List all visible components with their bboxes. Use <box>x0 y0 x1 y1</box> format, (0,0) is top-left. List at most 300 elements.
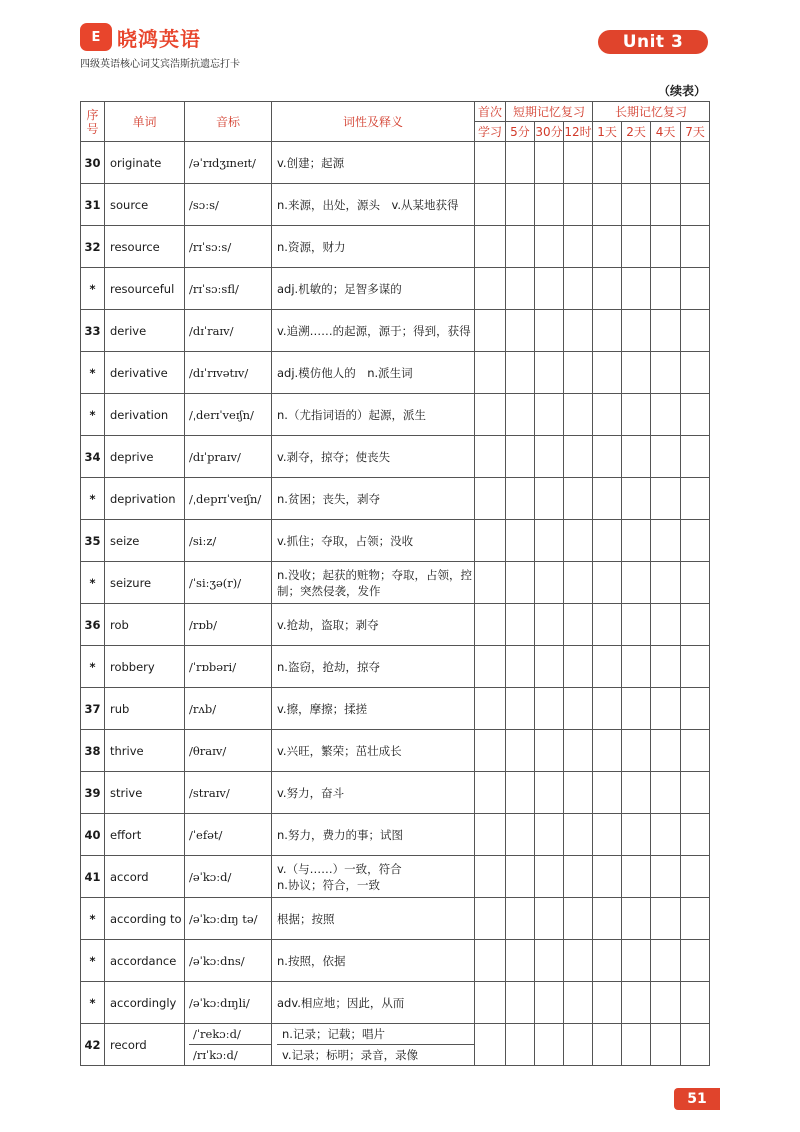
review-checkbox-cell[interactable] <box>475 814 506 856</box>
definition-cell: 根据；按照 <box>272 898 475 940</box>
review-checkbox-cell[interactable] <box>622 856 651 898</box>
review-checkbox-cell[interactable] <box>475 394 506 436</box>
review-checkbox-cell[interactable] <box>593 226 622 268</box>
review-checkbox-cell[interactable] <box>475 1024 506 1066</box>
review-checkbox-cell[interactable] <box>506 604 535 646</box>
review-checkbox-cell[interactable] <box>564 730 593 772</box>
review-checkbox-cell[interactable] <box>593 940 622 982</box>
phonetic-cell: /θraɪv/ <box>185 730 272 772</box>
review-checkbox-cell[interactable] <box>651 814 681 856</box>
review-checkbox-cell[interactable] <box>622 142 651 184</box>
header-first-study-top: 首次 <box>475 102 506 122</box>
header-short-col: 12时 <box>564 122 593 142</box>
table-header <box>81 102 710 142</box>
row-number: 30 <box>81 142 105 184</box>
review-checkbox-cell[interactable] <box>475 982 506 1024</box>
definition-cell: v.剥夺，掠夺；使丧失 <box>272 436 475 478</box>
phonetic-cell: /ˈrɒbəri/ <box>185 646 272 688</box>
review-checkbox-cell[interactable] <box>564 982 593 1024</box>
review-checkbox-cell[interactable] <box>622 814 651 856</box>
review-checkbox-cell[interactable] <box>593 352 622 394</box>
review-checkbox-cell[interactable] <box>535 814 564 856</box>
definition-cell: n.盗窃，抢劫，掠夺 <box>272 646 475 688</box>
review-checkbox-cell[interactable] <box>535 1024 564 1066</box>
review-checkbox-cell[interactable] <box>564 310 593 352</box>
review-checkbox-cell[interactable] <box>564 856 593 898</box>
phonetic-noun: /ˈrekɔːd/ <box>189 1024 271 1045</box>
review-checkbox-cell[interactable] <box>651 982 681 1024</box>
brand-logo <box>80 22 201 52</box>
phonetic-cell: /straɪv/ <box>185 772 272 814</box>
review-checkbox-cell[interactable] <box>593 688 622 730</box>
review-checkbox-cell[interactable] <box>681 310 710 352</box>
review-checkbox-cell[interactable] <box>475 688 506 730</box>
review-checkbox-cell[interactable] <box>564 352 593 394</box>
vocab-row <box>81 562 710 604</box>
word-cell: deprive <box>105 436 185 478</box>
definition-verb: v.记录；标明；录音，录像 <box>282 1048 419 1062</box>
definition-cell: v.擦，摩擦；揉搓 <box>272 688 475 730</box>
review-checkbox-cell[interactable] <box>651 184 681 226</box>
row-number: 32 <box>81 226 105 268</box>
review-checkbox-cell[interactable] <box>506 142 535 184</box>
definition-cell: n.努力，费力的事；试图 <box>272 814 475 856</box>
review-checkbox-cell[interactable] <box>593 478 622 520</box>
review-checkbox-cell[interactable] <box>535 436 564 478</box>
vocab-row <box>81 1024 710 1066</box>
review-checkbox-cell[interactable] <box>593 646 622 688</box>
review-checkbox-cell[interactable] <box>475 562 506 604</box>
review-checkbox-cell[interactable] <box>681 226 710 268</box>
word-cell: accord <box>105 856 185 898</box>
review-checkbox-cell[interactable] <box>475 268 506 310</box>
word-cell: seizure <box>105 562 185 604</box>
review-checkbox-cell[interactable] <box>681 646 710 688</box>
vocab-row <box>81 268 710 310</box>
review-checkbox-cell[interactable] <box>593 772 622 814</box>
review-checkbox-cell[interactable] <box>651 688 681 730</box>
review-checkbox-cell[interactable] <box>593 814 622 856</box>
vocab-row <box>81 520 710 562</box>
review-checkbox-cell[interactable] <box>475 436 506 478</box>
review-checkbox-cell[interactable] <box>535 352 564 394</box>
review-checkbox-cell[interactable] <box>622 520 651 562</box>
review-checkbox-cell[interactable] <box>506 184 535 226</box>
review-checkbox-cell[interactable] <box>622 940 651 982</box>
phonetic-cell: /dɪˈraɪv/ <box>185 310 272 352</box>
vocab-row <box>81 184 710 226</box>
review-checkbox-cell[interactable] <box>681 520 710 562</box>
vocab-row <box>81 226 710 268</box>
phonetic-cell: /ˌderɪˈveɪʃn/ <box>185 394 272 436</box>
review-checkbox-cell[interactable] <box>681 856 710 898</box>
row-number: * <box>81 898 105 940</box>
vocabulary-table <box>80 101 710 1066</box>
review-checkbox-cell[interactable] <box>475 142 506 184</box>
phonetic-cell: /sɔːs/ <box>185 184 272 226</box>
review-checkbox-cell[interactable] <box>681 1024 710 1066</box>
phonetic-cell: /rɪˈsɔːsfl/ <box>185 268 272 310</box>
row-number: 37 <box>81 688 105 730</box>
word-cell: robbery <box>105 646 185 688</box>
review-checkbox-cell[interactable] <box>535 310 564 352</box>
review-checkbox-cell[interactable] <box>506 268 535 310</box>
phonetic-cell: /əˈkɔːd/ <box>185 856 272 898</box>
review-checkbox-cell[interactable] <box>564 688 593 730</box>
review-checkbox-cell[interactable] <box>506 688 535 730</box>
review-checkbox-cell[interactable] <box>622 898 651 940</box>
word-cell: seize <box>105 520 185 562</box>
brand-name: 晓鸿英语 <box>117 26 201 51</box>
review-checkbox-cell[interactable] <box>622 772 651 814</box>
review-checkbox-cell[interactable] <box>681 898 710 940</box>
review-checkbox-cell[interactable] <box>681 604 710 646</box>
page-number: 51 <box>674 1088 720 1110</box>
review-checkbox-cell[interactable] <box>475 478 506 520</box>
review-checkbox-cell[interactable] <box>593 604 622 646</box>
phonetic-cell: /ˈsiːʒə(r)/ <box>185 562 272 604</box>
review-checkbox-cell[interactable] <box>475 310 506 352</box>
vocab-row <box>81 310 710 352</box>
review-checkbox-cell[interactable] <box>506 352 535 394</box>
row-number: * <box>81 352 105 394</box>
review-checkbox-cell[interactable] <box>593 562 622 604</box>
word-cell: accordance <box>105 940 185 982</box>
header-first-study-bottom: 学习 <box>475 122 506 142</box>
review-checkbox-cell[interactable] <box>535 730 564 772</box>
review-checkbox-cell[interactable] <box>651 478 681 520</box>
review-checkbox-cell[interactable] <box>535 142 564 184</box>
definition-cell: adv.相应地；因此，从而 <box>272 982 475 1024</box>
review-checkbox-cell[interactable] <box>651 520 681 562</box>
vocab-row <box>81 604 710 646</box>
review-checkbox-cell[interactable] <box>535 646 564 688</box>
phonetic-cell: /əˈkɔːdɪŋli/ <box>185 982 272 1024</box>
vocab-row <box>81 478 710 520</box>
review-checkbox-cell[interactable] <box>475 730 506 772</box>
review-checkbox-cell[interactable] <box>564 478 593 520</box>
review-checkbox-cell[interactable] <box>535 562 564 604</box>
review-checkbox-cell[interactable] <box>475 520 506 562</box>
review-checkbox-cell[interactable] <box>506 898 535 940</box>
review-checkbox-cell[interactable] <box>593 1024 622 1066</box>
word-cell: according to <box>105 898 185 940</box>
review-checkbox-cell[interactable] <box>564 772 593 814</box>
review-checkbox-cell[interactable] <box>651 226 681 268</box>
row-number: 34 <box>81 436 105 478</box>
review-checkbox-cell[interactable] <box>506 730 535 772</box>
review-checkbox-cell[interactable] <box>506 982 535 1024</box>
review-checkbox-cell[interactable] <box>681 730 710 772</box>
word-cell: strive <box>105 772 185 814</box>
review-checkbox-cell[interactable] <box>506 520 535 562</box>
header-short-term: 短期记忆复习 <box>506 102 593 122</box>
review-checkbox-cell[interactable] <box>681 940 710 982</box>
review-checkbox-cell[interactable] <box>622 604 651 646</box>
review-checkbox-cell[interactable] <box>622 436 651 478</box>
phonetic-cell: /siːz/ <box>185 520 272 562</box>
review-checkbox-cell[interactable] <box>651 1024 681 1066</box>
review-checkbox-cell[interactable] <box>681 814 710 856</box>
definition-cell: adj.模仿他人的 n.派生词 <box>272 352 475 394</box>
phonetic-cell: /rɒb/ <box>185 604 272 646</box>
review-checkbox-cell[interactable] <box>506 940 535 982</box>
header-phonetic: 音标 <box>185 102 272 142</box>
row-number: * <box>81 982 105 1024</box>
review-checkbox-cell[interactable] <box>651 310 681 352</box>
phonetic-cell: /dɪˈpraɪv/ <box>185 436 272 478</box>
review-checkbox-cell[interactable] <box>622 982 651 1024</box>
review-checkbox-cell[interactable] <box>651 436 681 478</box>
row-number: 36 <box>81 604 105 646</box>
review-checkbox-cell[interactable] <box>506 1024 535 1066</box>
review-checkbox-cell[interactable] <box>651 268 681 310</box>
review-checkbox-cell[interactable] <box>593 184 622 226</box>
word-cell: accordingly <box>105 982 185 1024</box>
row-number: 39 <box>81 772 105 814</box>
review-checkbox-cell[interactable] <box>651 646 681 688</box>
word-cell: derivative <box>105 352 185 394</box>
review-checkbox-cell[interactable] <box>564 562 593 604</box>
review-checkbox-cell[interactable] <box>506 814 535 856</box>
review-checkbox-cell[interactable] <box>475 604 506 646</box>
definition-cell: v.创建；起源 <box>272 142 475 184</box>
review-checkbox-cell[interactable] <box>593 310 622 352</box>
review-checkbox-cell[interactable] <box>564 898 593 940</box>
review-checkbox-cell[interactable] <box>681 772 710 814</box>
header-long-term: 长期记忆复习 <box>593 102 710 122</box>
review-checkbox-cell[interactable] <box>681 478 710 520</box>
review-checkbox-cell[interactable] <box>651 352 681 394</box>
review-checkbox-cell[interactable] <box>506 394 535 436</box>
review-checkbox-cell[interactable] <box>475 184 506 226</box>
word-cell: rob <box>105 604 185 646</box>
review-checkbox-cell[interactable] <box>622 646 651 688</box>
review-checkbox-cell[interactable] <box>475 646 506 688</box>
vocab-row <box>81 814 710 856</box>
review-checkbox-cell[interactable] <box>651 394 681 436</box>
vocab-row <box>81 730 710 772</box>
word-cell: resourceful <box>105 268 185 310</box>
header-short-col: 30分 <box>535 122 564 142</box>
review-checkbox-cell[interactable] <box>535 604 564 646</box>
vocab-row <box>81 436 710 478</box>
review-checkbox-cell[interactable] <box>681 436 710 478</box>
review-checkbox-cell[interactable] <box>622 226 651 268</box>
vocab-row <box>81 856 710 898</box>
review-checkbox-cell[interactable] <box>681 142 710 184</box>
review-checkbox-cell[interactable] <box>535 898 564 940</box>
definition-cell <box>272 1024 475 1066</box>
review-checkbox-cell[interactable] <box>622 394 651 436</box>
review-checkbox-cell[interactable] <box>651 940 681 982</box>
review-checkbox-cell[interactable] <box>506 562 535 604</box>
row-number: 33 <box>81 310 105 352</box>
review-checkbox-cell[interactable] <box>506 226 535 268</box>
review-checkbox-cell[interactable] <box>564 604 593 646</box>
definition-cell: v.追溯……的起源，源于；得到，获得 <box>272 310 475 352</box>
review-checkbox-cell[interactable] <box>564 142 593 184</box>
review-checkbox-cell[interactable] <box>593 898 622 940</box>
review-checkbox-cell[interactable] <box>535 520 564 562</box>
review-checkbox-cell[interactable] <box>535 688 564 730</box>
review-checkbox-cell[interactable] <box>593 520 622 562</box>
review-checkbox-cell[interactable] <box>564 940 593 982</box>
review-checkbox-cell[interactable] <box>564 814 593 856</box>
review-checkbox-cell[interactable] <box>506 646 535 688</box>
row-number: 40 <box>81 814 105 856</box>
word-cell: source <box>105 184 185 226</box>
definition-cell: v.抢劫，盗取；剥夺 <box>272 604 475 646</box>
unit-label: Unit 3 <box>598 30 708 54</box>
row-number: 35 <box>81 520 105 562</box>
review-checkbox-cell[interactable] <box>681 394 710 436</box>
word-cell: resource <box>105 226 185 268</box>
row-number: * <box>81 268 105 310</box>
review-checkbox-cell[interactable] <box>475 772 506 814</box>
definition-cell: n.没收；起获的赃物；夺取，占领，控制；突然侵袭，发作 <box>272 562 475 604</box>
header-long-col: 2天 <box>622 122 651 142</box>
review-checkbox-cell[interactable] <box>535 772 564 814</box>
review-checkbox-cell[interactable] <box>564 226 593 268</box>
review-checkbox-cell[interactable] <box>564 268 593 310</box>
review-checkbox-cell[interactable] <box>475 940 506 982</box>
review-checkbox-cell[interactable] <box>475 856 506 898</box>
review-checkbox-cell[interactable] <box>535 226 564 268</box>
definition-cell: v.兴旺，繁荣；茁壮成长 <box>272 730 475 772</box>
word-cell: derive <box>105 310 185 352</box>
review-checkbox-cell[interactable] <box>622 184 651 226</box>
definition-cell: n.贫困；丧失，剥夺 <box>272 478 475 520</box>
review-checkbox-cell[interactable] <box>651 604 681 646</box>
review-checkbox-cell[interactable] <box>651 562 681 604</box>
review-checkbox-cell[interactable] <box>681 352 710 394</box>
review-checkbox-cell[interactable] <box>651 730 681 772</box>
review-checkbox-cell[interactable] <box>593 268 622 310</box>
definition-cell: n.（尤指词语的）起源，派生 <box>272 394 475 436</box>
review-checkbox-cell[interactable] <box>506 772 535 814</box>
review-checkbox-cell[interactable] <box>681 982 710 1024</box>
review-checkbox-cell[interactable] <box>475 226 506 268</box>
review-checkbox-cell[interactable] <box>622 1024 651 1066</box>
review-checkbox-cell[interactable] <box>564 646 593 688</box>
review-checkbox-cell[interactable] <box>535 982 564 1024</box>
review-checkbox-cell[interactable] <box>564 184 593 226</box>
header-long-col: 4天 <box>651 122 681 142</box>
definition-cell: adj.机敏的；足智多谋的 <box>272 268 475 310</box>
review-checkbox-cell[interactable] <box>475 898 506 940</box>
review-checkbox-cell[interactable] <box>535 856 564 898</box>
vocab-row <box>81 982 710 1024</box>
review-checkbox-cell[interactable] <box>681 688 710 730</box>
review-checkbox-cell[interactable] <box>622 562 651 604</box>
review-checkbox-cell[interactable] <box>622 268 651 310</box>
review-checkbox-cell[interactable] <box>651 142 681 184</box>
row-number: * <box>81 940 105 982</box>
review-checkbox-cell[interactable] <box>593 856 622 898</box>
definition-cell: v.抓住；夺取，占领；没收 <box>272 520 475 562</box>
word-cell: rub <box>105 688 185 730</box>
review-checkbox-cell[interactable] <box>506 478 535 520</box>
definition-cell: n.按照，依据 <box>272 940 475 982</box>
review-checkbox-cell[interactable] <box>593 394 622 436</box>
vocab-row <box>81 940 710 982</box>
header-long-col: 7天 <box>681 122 710 142</box>
row-number: * <box>81 562 105 604</box>
definition-cell: n.资源，财力 <box>272 226 475 268</box>
review-checkbox-cell[interactable] <box>535 940 564 982</box>
phonetic-cell <box>185 1024 272 1066</box>
word-cell: derivation <box>105 394 185 436</box>
row-number: * <box>81 646 105 688</box>
review-checkbox-cell[interactable] <box>535 268 564 310</box>
review-checkbox-cell[interactable] <box>681 268 710 310</box>
header-long-col: 1天 <box>593 122 622 142</box>
review-checkbox-cell[interactable] <box>651 772 681 814</box>
review-checkbox-cell[interactable] <box>564 394 593 436</box>
review-checkbox-cell[interactable] <box>681 184 710 226</box>
review-checkbox-cell[interactable] <box>651 898 681 940</box>
review-checkbox-cell[interactable] <box>593 730 622 772</box>
review-checkbox-cell[interactable] <box>593 436 622 478</box>
phonetic-cell: /ˌdeprɪˈveɪʃn/ <box>185 478 272 520</box>
row-number: 41 <box>81 856 105 898</box>
definition-line: n.协议；符合，一致 <box>277 877 380 892</box>
review-checkbox-cell[interactable] <box>681 562 710 604</box>
word-cell: thrive <box>105 730 185 772</box>
definition-cell: v.努力，奋斗 <box>272 772 475 814</box>
review-checkbox-cell[interactable] <box>622 478 651 520</box>
definition-noun: n.记录；记载；唱片 <box>277 1024 474 1045</box>
header-short-col: 5分 <box>506 122 535 142</box>
review-checkbox-cell[interactable] <box>622 352 651 394</box>
review-checkbox-cell[interactable] <box>564 436 593 478</box>
row-number: 31 <box>81 184 105 226</box>
word-cell: record <box>105 1024 185 1066</box>
phonetic-cell: /rʌb/ <box>185 688 272 730</box>
phonetic-cell: /rɪˈsɔːs/ <box>185 226 272 268</box>
continued-label: （续表） <box>657 84 706 98</box>
definition-cell: n.来源，出处，源头 v.从某地获得 <box>272 184 475 226</box>
review-checkbox-cell[interactable] <box>564 1024 593 1066</box>
header-word: 单词 <box>105 102 185 142</box>
review-checkbox-cell[interactable] <box>622 688 651 730</box>
review-checkbox-cell[interactable] <box>622 730 651 772</box>
review-checkbox-cell[interactable] <box>475 352 506 394</box>
review-checkbox-cell[interactable] <box>506 436 535 478</box>
review-checkbox-cell[interactable] <box>506 310 535 352</box>
review-checkbox-cell[interactable] <box>622 310 651 352</box>
word-cell: originate <box>105 142 185 184</box>
row-number: 42 <box>81 1024 105 1066</box>
review-checkbox-cell[interactable] <box>564 520 593 562</box>
review-checkbox-cell[interactable] <box>535 184 564 226</box>
row-number: * <box>81 478 105 520</box>
phonetic-cell: /əˈrɪdʒɪneɪt/ <box>185 142 272 184</box>
vocab-row <box>81 898 710 940</box>
review-checkbox-cell[interactable] <box>651 856 681 898</box>
review-checkbox-cell[interactable] <box>593 142 622 184</box>
word-cell: effort <box>105 814 185 856</box>
review-checkbox-cell[interactable] <box>535 478 564 520</box>
review-checkbox-cell[interactable] <box>593 982 622 1024</box>
vocab-row <box>81 688 710 730</box>
review-checkbox-cell[interactable] <box>506 856 535 898</box>
review-checkbox-cell[interactable] <box>535 394 564 436</box>
row-number: 38 <box>81 730 105 772</box>
word-cell: deprivation <box>105 478 185 520</box>
logo-icon: E <box>80 23 112 51</box>
